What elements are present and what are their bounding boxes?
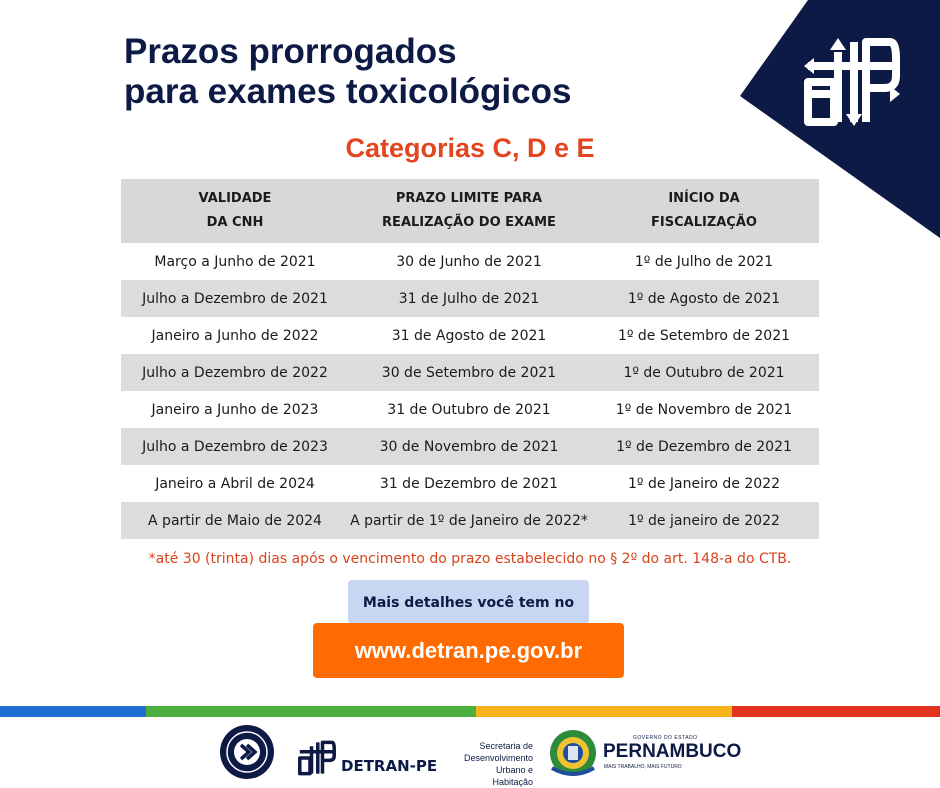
footnote: *até 30 (trinta) dias após o vencimento do prazo estabelecido no § 2º do art. 148-a do CTB. [148, 551, 792, 567]
detran-pe-logo-icon [804, 36, 900, 128]
table-row [121, 428, 819, 465]
table-row [121, 502, 819, 539]
cell-prazo: A partir de 1º de Janeiro de 2022* [349, 502, 589, 539]
cell-inicio: 1º de Setembro de 2021 [617, 327, 791, 344]
cell-validade: Julho a Dezembro de 2022 [121, 354, 349, 391]
detran-pe-name: DETRAN-PE [341, 757, 438, 775]
stripe-red [732, 706, 940, 717]
table-row [121, 317, 819, 354]
header-inicio-fiscalizacao: INÍCIO DA FISCALIZAÇÃO [589, 179, 819, 243]
title-line-2: para exames toxicológicos [124, 72, 572, 111]
page-title [124, 32, 571, 112]
table-row [121, 354, 819, 391]
cell-validade: Janeiro a Abril de 2024 [155, 475, 315, 492]
cell-validade: Janeiro a Junho de 2022 [151, 327, 319, 344]
header-prazo-limite: PRAZO LIMITE PARA REALIZAÇÃO DO EXAME [349, 179, 589, 243]
table-row [121, 465, 819, 502]
title-line-1: Prazos prorrogados [124, 32, 457, 71]
cell-validade: Janeiro a Junho de 2023 [151, 401, 319, 418]
cell-inicio: 1º de Novembro de 2021 [615, 401, 793, 418]
table-row [121, 280, 819, 317]
plano-retomada-seal-icon [219, 724, 275, 780]
stripe-blue [0, 706, 146, 717]
cell-prazo: 30 de Novembro de 2021 [349, 428, 589, 465]
pernambuco-slogan: MAIS TRABALHO, MAIS FUTURO [604, 764, 682, 770]
cell-prazo: 31 de Outubro de 2021 [387, 401, 551, 418]
cell-validade: A partir de Maio de 2024 [121, 502, 349, 539]
cell-inicio: 1º de Agosto de 2021 [589, 280, 819, 317]
cell-inicio: 1º de janeiro de 2022 [589, 502, 819, 539]
cell-validade: Julho a Dezembro de 2021 [121, 280, 349, 317]
deadline-table [121, 179, 819, 539]
cell-prazo: 31 de Agosto de 2021 [391, 327, 547, 344]
cell-validade: Julho a Dezembro de 2023 [121, 428, 349, 465]
stripe-yellow [476, 706, 732, 717]
cell-prazo: 30 de Junho de 2021 [396, 253, 542, 270]
cell-prazo: 30 de Setembro de 2021 [349, 354, 589, 391]
table-row [121, 391, 819, 428]
secretaria-name: Secretaria de Desenvolvimento Urbano e Habitação [463, 741, 533, 787]
cell-inicio: 1º de Outubro de 2021 [589, 354, 819, 391]
pernambuco-coat-of-arms-icon [548, 728, 598, 778]
more-details-label: Mais detalhes você tem no [348, 580, 589, 624]
cell-inicio: 1º de Julho de 2021 [634, 253, 774, 270]
pernambuco-name: PERNAMBUCO [603, 741, 742, 762]
cell-inicio: 1º de Dezembro de 2021 [589, 428, 819, 465]
cell-validade: Março a Junho de 2021 [154, 253, 316, 270]
header-validade: VALIDADE DA CNH [121, 179, 349, 243]
table-header-row [121, 179, 819, 243]
table-row [121, 243, 819, 280]
cell-prazo: 31 de Dezembro de 2021 [379, 475, 559, 492]
stripe-green [146, 706, 476, 717]
detran-pe-footer-logo-icon [298, 740, 336, 776]
cell-inicio: 1º de Janeiro de 2022 [627, 475, 781, 492]
governo-label: GOVERNO DO ESTADO [633, 735, 698, 741]
cell-prazo: 31 de Julho de 2021 [349, 280, 589, 317]
website-link-button[interactable]: www.detran.pe.gov.br [313, 623, 624, 678]
categories-subtitle: Categorias C, D e E [345, 133, 595, 163]
